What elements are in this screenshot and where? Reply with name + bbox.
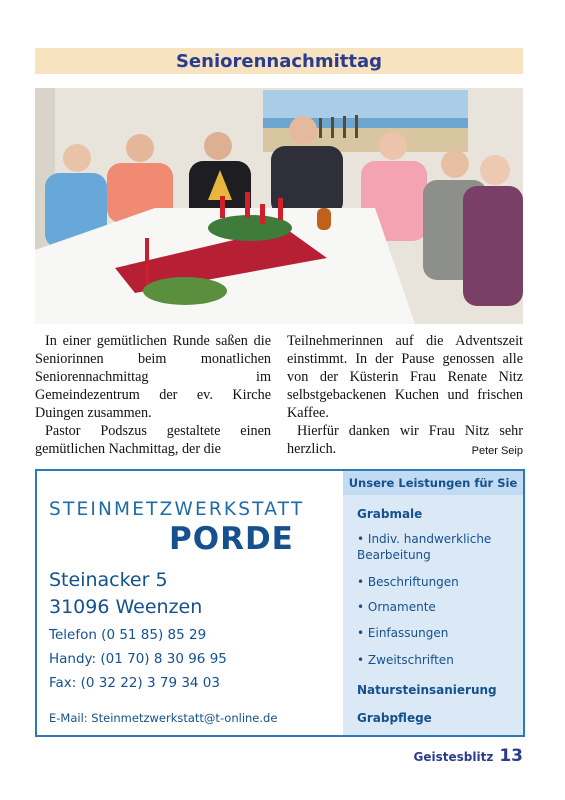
author-signature: Peter Seip: [471, 445, 523, 457]
group-photo: [35, 88, 523, 324]
email-address[interactable]: E-Mail: Steinmetzwerkstatt@t-online.de: [49, 711, 278, 725]
service-item: • Beschriftungen: [357, 575, 459, 589]
article-paragraph: In einer gemütlichen Runde saßen die Seniorinnen beim monatlichen Seniorennachmittag im Gemeindezentrum der ev. Kirche Duingen zusammen.: [35, 333, 271, 421]
mobile-number: Handy: (01 70) 8 30 96 95: [49, 651, 227, 667]
service-item: • Einfassungen: [357, 626, 449, 640]
brand-name: STEINMETZWERKSTATT: [49, 499, 305, 520]
service-item: • Zweitschriften: [357, 653, 454, 667]
ad-contact-panel: [37, 471, 343, 735]
brand-logo-text: PORDE: [169, 521, 294, 557]
service-item: • Indiv. handwerkliche Bearbeitung: [357, 532, 492, 562]
article-column-2: [287, 332, 523, 460]
magazine-name: Geistesblitz: [413, 750, 494, 764]
article-paragraph: Teilnehmerinnen auf die Adventszeit einstimmt. In der Pause genossen alle von der Küsterin Frau Renate Nitz selbstgebackenen Kuchen und frischen Kaffee.: [287, 333, 523, 421]
article-title: Seniorennachmittag: [175, 50, 383, 72]
address-street: Steinacker 5: [49, 569, 168, 591]
fax-number: Fax: (0 32 22) 3 79 34 03: [49, 675, 220, 691]
service-category-pflege: Grabpflege: [357, 711, 432, 725]
page-number: 13: [499, 746, 523, 766]
service-item: • Ornamente: [357, 600, 436, 614]
phone-number: Telefon (0 51 85) 85 29: [49, 627, 207, 643]
article-column-1: [35, 332, 271, 458]
services-panel: [343, 471, 523, 735]
address-city: 31096 Weenzen: [49, 596, 203, 618]
closing-text: Hierfür danken wir Frau Nitz sehr herzlich.: [287, 423, 523, 457]
services-header: Unsere Leistungen für Sie: [343, 471, 523, 495]
service-category-sanierung: Natursteinsanierung: [357, 683, 497, 697]
service-category-grabmale: Grabmale: [357, 507, 423, 521]
article-paragraph: Pastor Podszus gestaltete einen gemütlichen Nachmittag, der die: [35, 423, 271, 457]
article-paragraph: [287, 422, 523, 458]
page-footer: [414, 746, 523, 766]
advertisement: [35, 469, 525, 737]
article-title-bar: [35, 48, 523, 74]
